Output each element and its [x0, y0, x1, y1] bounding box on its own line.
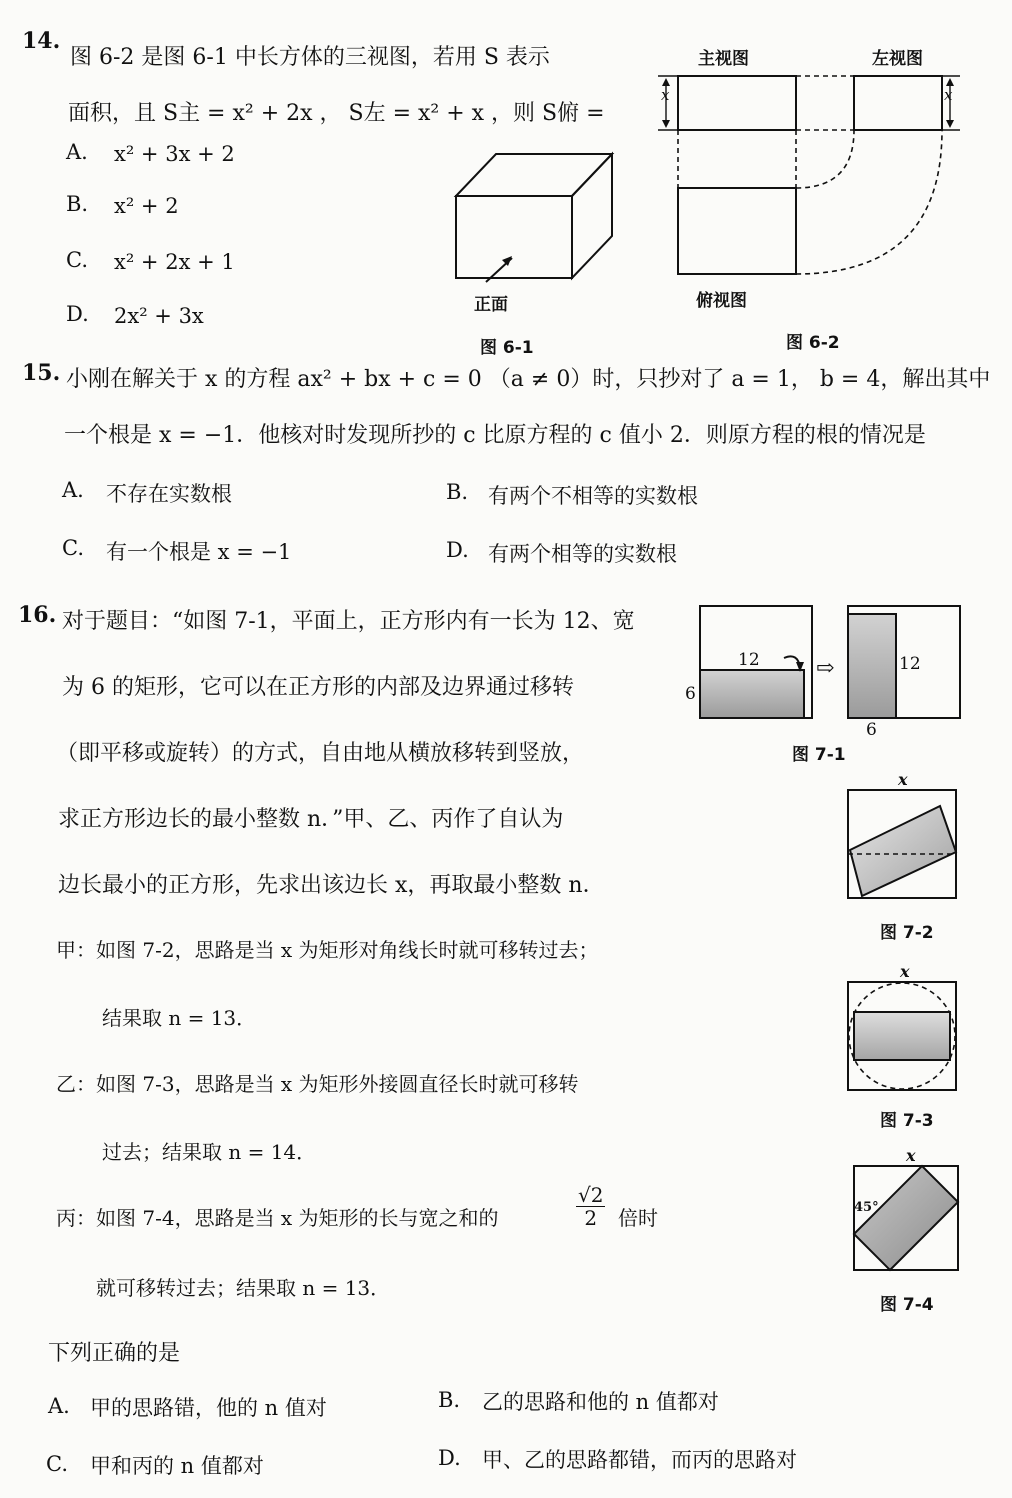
figure-7-1-length-label-2: 12 [899, 654, 921, 674]
figure-7-3-dim: x [900, 962, 910, 981]
q16-line-bing: 丙：如图 7-4，思路是当 x 为矩形的长与宽之和的 [56, 1206, 499, 1230]
q16-line-yi: 乙：如图 7-3，思路是当 x 为矩形外接圆直径长时就可移转 [56, 1072, 579, 1096]
q14-option-a-text: x² + 3x + 2 [114, 142, 235, 166]
q16-line-bing-suffix: 倍时 [618, 1206, 658, 1230]
figure-7-4-caption: 图 7-4 [880, 1295, 934, 1315]
q14-option-d-letter: D. [66, 302, 89, 326]
figure-6-2-top-view-label: 俯视图 [696, 291, 747, 311]
q16-option-b-letter: B. [438, 1388, 461, 1412]
figure-7-1-length-label: 12 [738, 650, 760, 670]
q14-stem-line2: 面积，且 S主 = x² + 2x ， S左 = x² + x ，则 S俯 = [68, 101, 605, 126]
q15-option-c-text: 有一个根是 x = −1 [106, 540, 292, 564]
figure-7-4-rotated-square [842, 1162, 962, 1278]
q15-option-d-text: 有两个相等的实数根 [488, 542, 677, 566]
q16-option-d-text: 甲、乙的思路都错，而丙的思路对 [482, 1448, 797, 1472]
q16-line-yi-result: 过去；结果取 n = 14． [102, 1140, 317, 1164]
figure-6-2-caption: 图 6-2 [786, 333, 840, 353]
q16-fraction-denominator: 2 [584, 1206, 598, 1230]
q15-option-b-letter: B. [446, 480, 469, 504]
q15-stem-line1: 小刚在解关于 x 的方程 ax² + bx + c = 0 （a ≠ 0）时，只抄对了 a = 1， b = 4，解出其中 [66, 367, 991, 392]
q16-prompt: 下列正确的是 [48, 1341, 181, 1366]
figure-7-1-width-label: 6 [685, 684, 696, 704]
q15-option-a-text: 不存在实数根 [106, 482, 232, 506]
figure-7-2-diagonal-square [842, 788, 962, 904]
q16-option-d-letter: D. [438, 1446, 461, 1470]
q14-number: 14. [22, 28, 61, 54]
q14-option-b-letter: B. [66, 192, 89, 216]
figure-7-1-arrow-icon: ⇨ [816, 656, 835, 681]
q16-line-jia-result: 结果取 n = 13． [102, 1006, 257, 1030]
q14-option-c-text: x² + 2x + 1 [114, 250, 235, 274]
q14-option-c-letter: C. [66, 248, 88, 272]
q16-line-4: 求正方形边长的最小整数 n．”甲、乙、丙作了自认为 [58, 807, 564, 832]
q15-option-c-letter: C. [62, 536, 84, 560]
figure-7-4-dim: x [906, 1146, 916, 1165]
figure-6-2-main-view-label: 主视图 [698, 49, 749, 69]
q16-option-a-letter: A. [48, 1394, 70, 1418]
q16-line-3: （即平移或旋转）的方式，自由地从横放移转到竖放， [56, 741, 585, 766]
figure-7-1-width-label-2: 6 [866, 720, 877, 740]
figure-7-3-caption: 图 7-3 [880, 1111, 934, 1131]
figure-6-1-cuboid [450, 150, 620, 310]
q14-option-d-text: 2x² + 3x [114, 304, 204, 328]
q16-line-5: 边长最小的正方形，先求出该边长 x，再取最小整数 n． [58, 873, 605, 898]
q16-option-c-text: 甲和丙的 n 值都对 [90, 1454, 264, 1478]
figure-7-1-caption: 图 7-1 [792, 745, 846, 765]
q16-option-b-text: 乙的思路和他的 n 值都对 [482, 1390, 719, 1414]
q16-option-a-text: 甲的思路错，他的 n 值对 [90, 1396, 327, 1420]
figure-6-1-caption: 图 6-1 [480, 338, 534, 358]
q16-line-jia: 甲：如图 7-2，思路是当 x 为矩形对角线长时就可移转过去； [56, 938, 599, 962]
q15-number: 15. [22, 360, 61, 386]
figure-6-2-three-views [650, 66, 970, 286]
q16-fraction-sqrt2-over-2 [576, 1184, 605, 1229]
q16-fraction-numerator: √2 [578, 1183, 604, 1207]
q15-stem-line2: 一个根是 x = −1．他核对时发现所抄的 c 比原方程的 c 值小 2．则原方程的根的情况是 [64, 423, 926, 448]
figure-7-4-angle-label: 45° [854, 1200, 879, 1215]
q16-line-bing-result: 就可移转过去；结果取 n = 13． [96, 1276, 391, 1300]
q14-option-a-letter: A. [66, 140, 88, 164]
q14-stem-line1: 图 6-2 是图 6-1 中长方体的三视图，若用 S 表示 [70, 45, 550, 70]
figure-6-2-left-view-label: 左视图 [872, 49, 923, 69]
q15-option-b-text: 有两个不相等的实数根 [488, 484, 698, 508]
figure-6-2-dim-right: x [944, 86, 953, 104]
q16-line-2: 为 6 的矩形，它可以在正方形的内部及边界通过移转 [62, 675, 574, 700]
figure-6-2-dim-left: x [661, 86, 670, 104]
figure-7-3-circumcircle-square [842, 980, 962, 1096]
figure-7-2-dim: x [898, 770, 908, 789]
q14-option-b-text: x² + 2 [114, 194, 179, 218]
q15-option-d-letter: D. [446, 538, 469, 562]
q16-line-1: 对于题目：“如图 7-1，平面上，正方形内有一长为 12、宽 [62, 609, 635, 634]
q16-option-c-letter: C. [46, 1452, 68, 1476]
q15-option-a-letter: A. [62, 478, 84, 502]
q16-number: 16. [18, 602, 57, 628]
figure-7-2-caption: 图 7-2 [880, 923, 934, 943]
figure-6-1-front-label: 正面 [474, 295, 508, 315]
